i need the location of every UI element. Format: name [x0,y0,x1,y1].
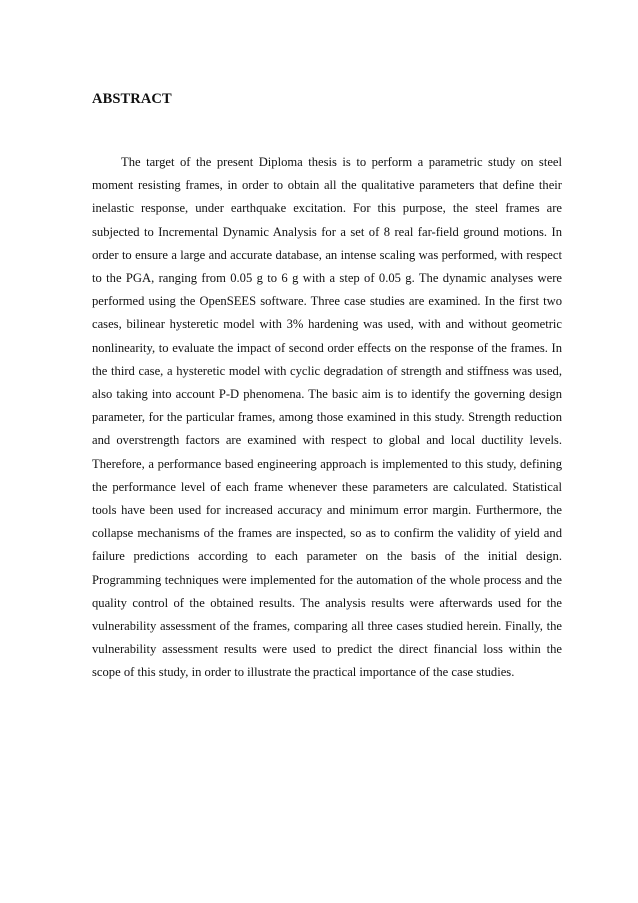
abstract-heading: ABSTRACT [92,91,172,107]
abstract-paragraph: The target of the present Diploma thesis is to perform a parametric study on steel moment resisting frames, in order to obtain all the qualitative parameters that define their inelastic response, under earthquake excitation. For this purpose, the steel frames are subjected to Incremental Dynamic Analysis for a set of 8 real far-field ground motions. In order to ensure a large and accurate database, an intense scaling was performed, with respect to the PGA, ranging from 0.05 g to 6 g with a step of 0.05 g. The dynamic analyses were performed using the OpenSEES software. Three case studies are examined. In the first two cases, bilinear hysteretic model with 3% hardening was used, with and without geometric nonlinearity, to evaluate the impact of second order effects on the response of the frames. In the third case, a hysteretic model with cyclic degradation of strength and stiffness was used, also taking into account P-D phenomena. The basic aim is to identify the governing design parameter, for the particular frames, among those examined in this study. Strength reduction and overstrength factors are examined with respect to global and local ductility levels. Therefore, a performance based engineering approach is implemented to this study, defining the performance level of each frame whenever these parameters are calculated. Statistical tools have been used for increased accuracy and minimum error margin. Furthermore, the collapse mechanisms of the frames are inspected, so as to confirm the validity of yield and failure predictions according to each parameter on the basis of the initial design. Programming techniques were implemented for the automation of the whole process and the quality control of the obtained results. The analysis results were afterwards used for the vulnerability assessment of the frames, comparing all three cases studied herein. Finally, the vulnerability assessment results were used to predict the direct financial loss within the scope of this study, in order to illustrate the practical importance of the case studies. [92,155,562,680]
